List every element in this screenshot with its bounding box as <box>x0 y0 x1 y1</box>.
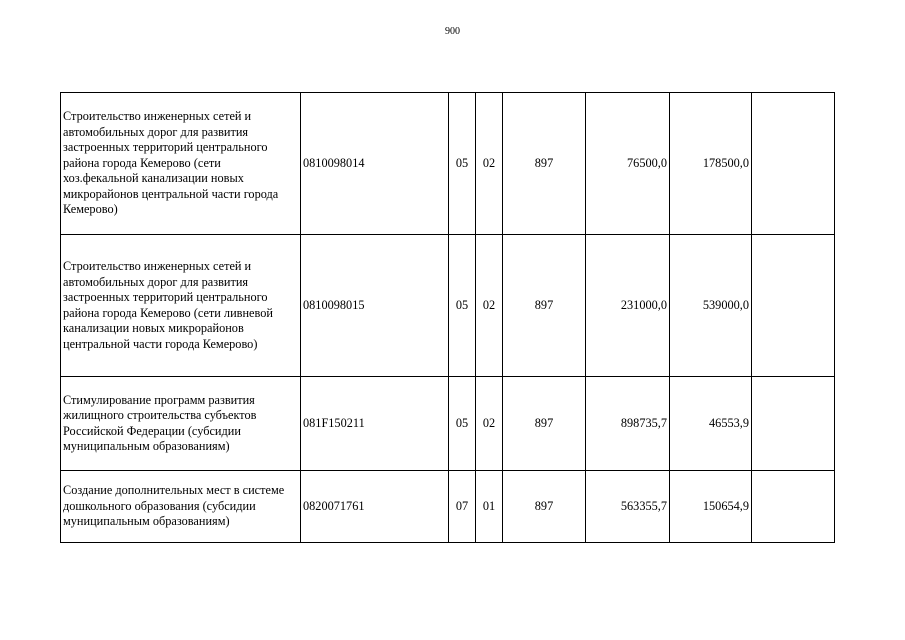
cell-subsection: 02 <box>476 235 503 377</box>
cell-section: 05 <box>449 235 476 377</box>
cell-value-3 <box>752 93 835 235</box>
cell-value-2: 178500,0 <box>670 93 752 235</box>
budget-table <box>60 92 835 543</box>
cell-value-2: 539000,0 <box>670 235 752 377</box>
cell-value-3 <box>752 235 835 377</box>
page-number: 900 <box>445 26 460 37</box>
cell-subsection: 01 <box>476 471 503 543</box>
cell-name: Строительство инженерных сетей и автомобильных дорог для развития застроенных территорий центрального района города Кемерово (сети ливневой канализации новых микрорайонов центральной части города Кемерово) <box>61 235 301 377</box>
cell-group: 897 <box>503 377 586 471</box>
table-row <box>61 235 835 377</box>
cell-subsection: 02 <box>476 93 503 235</box>
cell-value-1: 76500,0 <box>586 93 670 235</box>
cell-name: Создание дополнительных мест в системе дошкольного образования (субсидии муниципальным образованиям) <box>61 471 301 543</box>
table-row <box>61 471 835 543</box>
cell-name: Стимулирование программ развития жилищного строительства субъектов Российской Федерации (субсидии муниципальным образованиям) <box>61 377 301 471</box>
cell-section: 05 <box>449 93 476 235</box>
cell-value-1: 898735,7 <box>586 377 670 471</box>
table-row <box>61 377 835 471</box>
cell-group: 897 <box>503 471 586 543</box>
cell-value-2: 150654,9 <box>670 471 752 543</box>
cell-group: 897 <box>503 93 586 235</box>
cell-section: 05 <box>449 377 476 471</box>
cell-code: 0810098015 <box>301 235 449 377</box>
cell-code: 0820071761 <box>301 471 449 543</box>
cell-value-3 <box>752 471 835 543</box>
cell-value-1: 231000,0 <box>586 235 670 377</box>
cell-value-3 <box>752 377 835 471</box>
cell-section: 07 <box>449 471 476 543</box>
cell-code: 0810098014 <box>301 93 449 235</box>
cell-group: 897 <box>503 235 586 377</box>
cell-code: 081F150211 <box>301 377 449 471</box>
cell-subsection: 02 <box>476 377 503 471</box>
cell-value-1: 563355,7 <box>586 471 670 543</box>
cell-value-2: 46553,9 <box>670 377 752 471</box>
cell-name: Строительство инженерных сетей и автомобильных дорог для развития застроенных территорий центрального района города Кемерово (сети хоз.фекальной канализации новых микрорайонов центральной части города Кемерово) <box>61 93 301 235</box>
table-row <box>61 93 835 235</box>
